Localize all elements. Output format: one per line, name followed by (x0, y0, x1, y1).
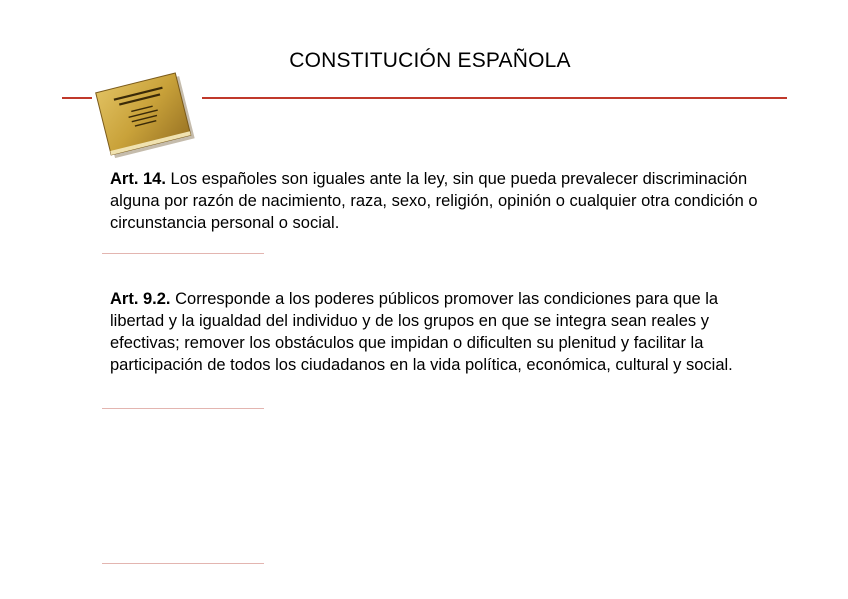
article-14-text: Los españoles son iguales ante la ley, sin que pueda prevalecer discriminación alguna por razón de nacimiento, raza, sexo, religión, opinión o cualquier otra condición o circunstancia personal o social. (110, 170, 758, 232)
constitution-book-icon (88, 68, 198, 158)
article-14-label: Art. 14. (110, 170, 166, 188)
separator-line (102, 253, 264, 254)
article-14 (110, 168, 760, 234)
title-rule-right (202, 97, 787, 99)
separator-line (102, 563, 264, 564)
separator-line (102, 408, 264, 409)
page-title: CONSTITUCIÓN ESPAÑOLA (289, 49, 571, 72)
article-9-2-label: Art. 9.2. (110, 290, 171, 308)
article-9-2 (110, 288, 760, 376)
article-9-2-text: Corresponde a los poderes públicos promover las condiciones para que la libertad y la igualdad del individuo y de los grupos en que se integra sean reales y efectivas; remover los obstáculos que impidan o dificulten su plenitud y facilitar la participación de todos los ciudadanos en la vida política, económica, cultural y social. (110, 290, 733, 374)
